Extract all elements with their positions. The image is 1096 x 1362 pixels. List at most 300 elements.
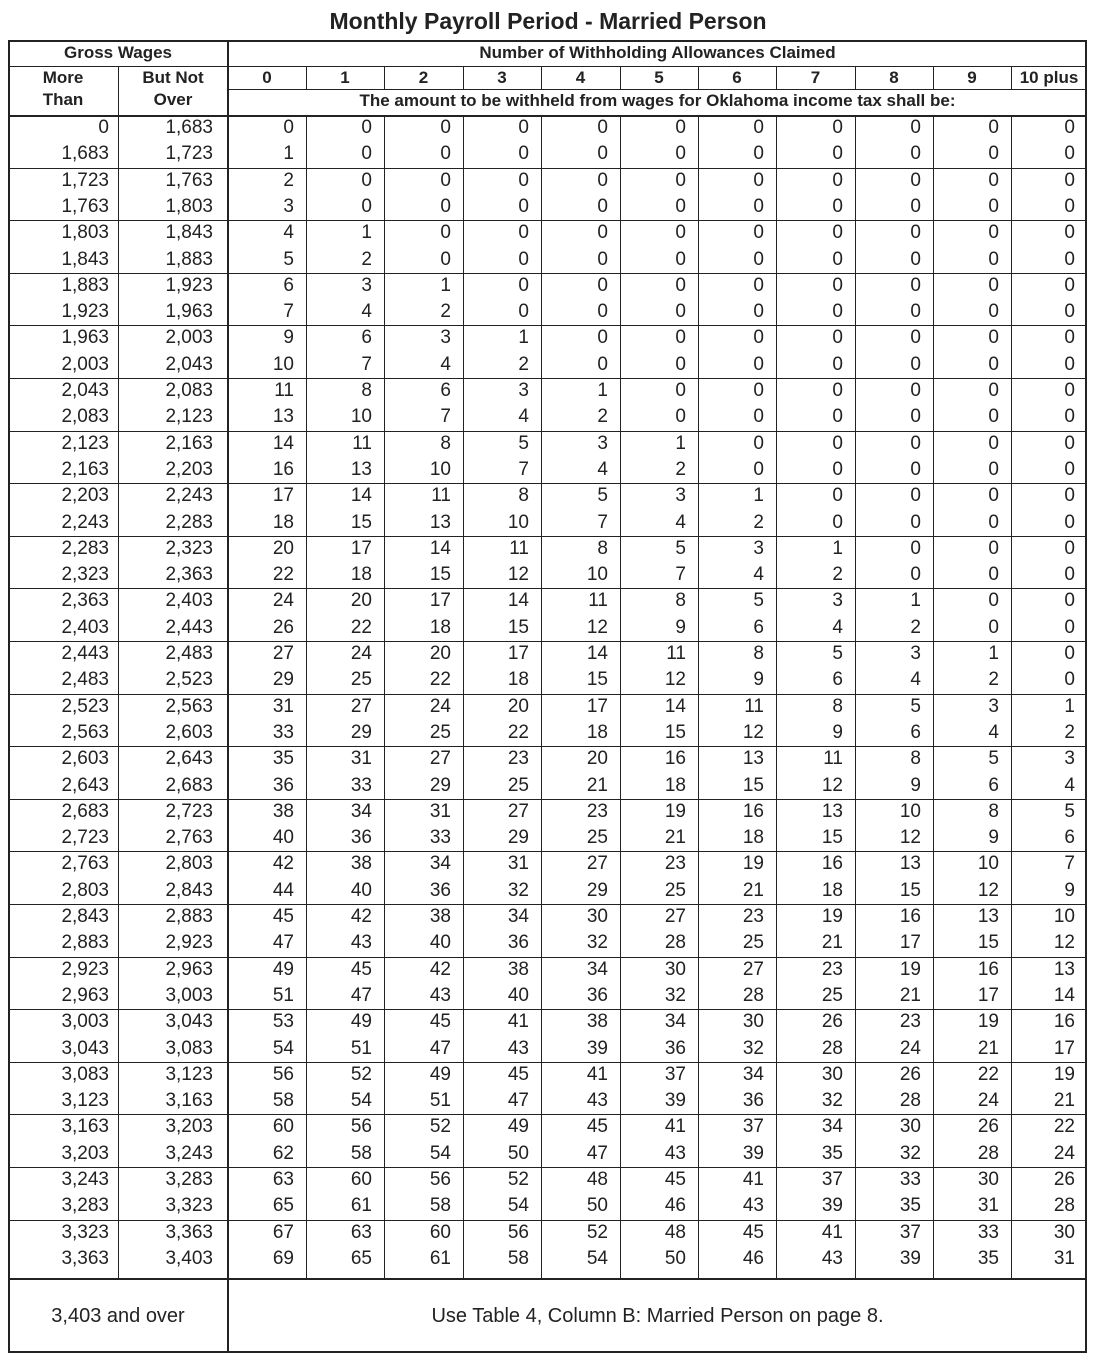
withholding-amount-cell: 46 xyxy=(664,1195,686,1216)
withholding-amount-cell: 0 xyxy=(518,196,529,217)
withholding-amount-cell: 0 xyxy=(1064,143,1075,164)
but-not-over-cell: 2,843 xyxy=(165,880,213,901)
withholding-amount-cell: 21 xyxy=(664,827,686,848)
withholding-amount-cell: 0 xyxy=(832,433,843,454)
withholding-amount-cell: 0 xyxy=(675,196,686,217)
withholding-amount-cell: 39 xyxy=(742,1143,764,1164)
withholding-amount-cell: 58 xyxy=(272,1090,294,1111)
withholding-amount-cell: 5 xyxy=(283,249,294,270)
withholding-amount-cell: 32 xyxy=(664,985,686,1006)
withholding-amount-cell: 45 xyxy=(350,959,372,980)
withholding-amount-cell: 38 xyxy=(272,801,294,822)
but-not-over-cell: 2,323 xyxy=(165,538,213,559)
withholding-amount-cell: 1 xyxy=(910,590,921,611)
withholding-amount-cell: 1 xyxy=(440,275,451,296)
withholding-amount-cell: 32 xyxy=(742,1038,764,1059)
withholding-amount-cell: 8 xyxy=(675,590,686,611)
withholding-amount-cell: 17 xyxy=(429,590,451,611)
withholding-amount-cell: 0 xyxy=(910,301,921,322)
but-not-over-cell: 2,283 xyxy=(165,512,213,533)
but-not-over-cell: 2,203 xyxy=(165,459,213,480)
more-than-cell: 2,243 xyxy=(61,512,109,533)
withholding-amount-cell: 33 xyxy=(272,722,294,743)
more-than-cell: 3,203 xyxy=(61,1143,109,1164)
withholding-amount-cell: 0 xyxy=(832,459,843,480)
withholding-amount-cell: 14 xyxy=(429,538,451,559)
withholding-amount-cell: 0 xyxy=(988,327,999,348)
withholding-amount-cell: 0 xyxy=(988,380,999,401)
withholding-amount-cell: 20 xyxy=(507,696,529,717)
more-than-cell: 2,483 xyxy=(61,669,109,690)
withholding-amount-cell: 23 xyxy=(507,748,529,769)
withholding-amount-cell: 0 xyxy=(1064,117,1075,138)
withholding-amount-cell: 18 xyxy=(664,775,686,796)
withholding-amount-cell: 69 xyxy=(272,1248,294,1269)
withholding-amount-cell: 47 xyxy=(429,1038,451,1059)
withholding-amount-cell: 62 xyxy=(272,1143,294,1164)
withholding-amount-cell: 19 xyxy=(821,906,843,927)
withholding-amount-cell: 43 xyxy=(507,1038,529,1059)
withholding-amount-cell: 19 xyxy=(664,801,686,822)
allowance-column-header: 3 xyxy=(497,68,507,87)
withholding-amount-cell: 35 xyxy=(899,1195,921,1216)
withholding-amount-cell: 11 xyxy=(509,538,529,559)
withholding-amount-cell: 42 xyxy=(429,959,451,980)
withholding-amount-cell: 0 xyxy=(988,590,999,611)
but-not-over-cell: 2,163 xyxy=(165,433,213,454)
withholding-amount-cell: 31 xyxy=(272,696,294,717)
withholding-amount-cell: 0 xyxy=(753,354,764,375)
withholding-amount-cell: 5 xyxy=(753,590,764,611)
withholding-amount-cell: 0 xyxy=(361,143,372,164)
but-not-over-cell: 1,723 xyxy=(165,143,213,164)
withholding-amount-cell: 25 xyxy=(507,775,529,796)
withholding-amount-cell: 9 xyxy=(832,722,843,743)
withholding-amount-cell: 13 xyxy=(977,906,999,927)
more-than-cell: 1,843 xyxy=(61,249,109,270)
withholding-amount-cell: 0 xyxy=(440,170,451,191)
allowance-column-header: 4 xyxy=(575,68,586,87)
withholding-amount-cell: 50 xyxy=(664,1248,686,1269)
withholding-amount-cell: 21 xyxy=(977,1038,999,1059)
withholding-amount-cell: 0 xyxy=(1064,196,1075,217)
withholding-amount-cell: 0 xyxy=(1064,249,1075,270)
withholding-amount-cell: 34 xyxy=(664,1011,686,1032)
withholding-amount-cell: 20 xyxy=(272,538,294,559)
withholding-amount-cell: 14 xyxy=(507,590,529,611)
withholding-amount-cell: 0 xyxy=(988,143,999,164)
withholding-amount-cell: 8 xyxy=(518,485,529,506)
withholding-amount-cell: 26 xyxy=(272,617,294,638)
withholding-amount-cell: 15 xyxy=(742,775,764,796)
withholding-amount-cell: 0 xyxy=(832,196,843,217)
withholding-amount-cell: 0 xyxy=(910,564,921,585)
withholding-amount-cell: 52 xyxy=(507,1169,529,1190)
withholding-amount-cell: 7 xyxy=(518,459,529,480)
withholding-amount-cell: 23 xyxy=(586,801,608,822)
withholding-amount-cell: 0 xyxy=(753,222,764,243)
withholding-amount-cell: 30 xyxy=(899,1116,921,1137)
withholding-amount-cell: 10 xyxy=(977,853,999,874)
withholding-amount-cell: 38 xyxy=(507,959,529,980)
withholding-amount-cell: 61 xyxy=(350,1195,372,1216)
withholding-amount-cell: 19 xyxy=(1053,1064,1075,1085)
withholding-amount-cell: 0 xyxy=(361,170,372,191)
withholding-amount-cell: 2 xyxy=(675,459,686,480)
more-than-cell: 2,043 xyxy=(61,380,109,401)
withholding-amount-cell: 27 xyxy=(272,643,294,664)
more-than-cell: 3,083 xyxy=(61,1064,109,1085)
withholding-amount-cell: 0 xyxy=(988,512,999,533)
withholding-amount-cell: 27 xyxy=(507,801,529,822)
withholding-amount-cell: 36 xyxy=(429,880,451,901)
withholding-amount-cell: 32 xyxy=(899,1143,921,1164)
but-not-over-cell: 2,923 xyxy=(165,932,213,953)
withholding-amount-cell: 28 xyxy=(742,985,764,1006)
withholding-amount-cell: 1 xyxy=(832,538,843,559)
withholding-amount-cell: 0 xyxy=(910,275,921,296)
withholding-amount-cell: 0 xyxy=(988,196,999,217)
allowances-header: Number of Withholding Allowances Claimed xyxy=(479,43,836,62)
withholding-amount-cell: 0 xyxy=(1064,433,1075,454)
but-not-over-cell: 2,963 xyxy=(165,959,213,980)
more-than-cell: 3,043 xyxy=(61,1038,109,1059)
withholding-amount-cell: 11 xyxy=(666,643,686,664)
withholding-amount-cell: 0 xyxy=(597,222,608,243)
withholding-amount-cell: 38 xyxy=(350,853,372,874)
withholding-amount-cell: 20 xyxy=(586,748,608,769)
withholding-amount-cell: 17 xyxy=(586,696,608,717)
withholding-amount-cell: 0 xyxy=(753,249,764,270)
withholding-amount-cell: 25 xyxy=(742,932,764,953)
withholding-amount-cell: 0 xyxy=(988,222,999,243)
but-not-over-cell: 3,203 xyxy=(165,1116,213,1137)
withholding-amount-cell: 6 xyxy=(440,380,451,401)
withholding-amount-cell: 4 xyxy=(1064,775,1075,796)
withholding-amount-cell: 0 xyxy=(988,170,999,191)
withholding-instruction: The amount to be withheld from wages for Oklahoma income tax shall be: xyxy=(359,91,956,110)
withholding-amount-cell: 13 xyxy=(1053,959,1075,980)
withholding-amount-cell: 0 xyxy=(597,354,608,375)
withholding-amount-cell: 0 xyxy=(988,538,999,559)
more-than-cell: 2,843 xyxy=(61,906,109,927)
withholding-amount-cell: 47 xyxy=(586,1143,608,1164)
withholding-amount-cell: 9 xyxy=(988,827,999,848)
but-not-over-cell: 1,843 xyxy=(165,222,213,243)
withholding-amount-cell: 4 xyxy=(283,222,294,243)
withholding-amount-cell: 3 xyxy=(361,275,372,296)
but-not-over-header: But Not xyxy=(142,68,204,87)
withholding-amount-cell: 22 xyxy=(977,1064,999,1085)
withholding-amount-cell: 5 xyxy=(518,433,529,454)
withholding-amount-cell: 0 xyxy=(832,249,843,270)
withholding-amount-cell: 15 xyxy=(664,722,686,743)
more-than-cell: 2,523 xyxy=(61,696,109,717)
withholding-amount-cell: 24 xyxy=(350,643,372,664)
withholding-amount-cell: 15 xyxy=(586,669,608,690)
withholding-amount-cell: 14 xyxy=(272,433,294,454)
withholding-amount-cell: 1 xyxy=(675,433,686,454)
withholding-amount-cell: 0 xyxy=(832,301,843,322)
withholding-amount-cell: 35 xyxy=(821,1143,843,1164)
footer-top-line xyxy=(8,1278,1087,1280)
withholding-amount-cell: 6 xyxy=(988,775,999,796)
withholding-amount-cell: 0 xyxy=(518,301,529,322)
withholding-amount-cell: 31 xyxy=(350,748,372,769)
withholding-amount-cell: 0 xyxy=(753,406,764,427)
withholding-amount-cell: 5 xyxy=(910,696,921,717)
withholding-amount-cell: 43 xyxy=(350,932,372,953)
withholding-amount-cell: 1 xyxy=(753,485,764,506)
withholding-amount-cell: 43 xyxy=(586,1090,608,1111)
withholding-amount-cell: 39 xyxy=(586,1038,608,1059)
more-than-cell: 2,123 xyxy=(61,433,109,454)
withholding-amount-cell: 47 xyxy=(507,1090,529,1111)
withholding-amount-cell: 30 xyxy=(664,959,686,980)
withholding-amount-cell: 19 xyxy=(977,1011,999,1032)
withholding-amount-cell: 0 xyxy=(518,275,529,296)
withholding-amount-cell: 5 xyxy=(988,748,999,769)
withholding-amount-cell: 12 xyxy=(899,827,921,848)
more-than-cell: 2,203 xyxy=(61,485,109,506)
withholding-amount-cell: 0 xyxy=(518,117,529,138)
withholding-amount-cell: 0 xyxy=(675,406,686,427)
allowance-column-header: 8 xyxy=(889,68,899,87)
but-not-over-cell: 2,083 xyxy=(165,380,213,401)
withholding-amount-cell: 19 xyxy=(899,959,921,980)
withholding-amount-cell: 30 xyxy=(1053,1222,1075,1243)
withholding-amount-cell: 15 xyxy=(977,932,999,953)
withholding-amount-cell: 18 xyxy=(429,617,451,638)
but-not-over-cell: 3,163 xyxy=(165,1090,213,1111)
withholding-amount-cell: 0 xyxy=(1064,512,1075,533)
withholding-amount-cell: 8 xyxy=(597,538,608,559)
withholding-amount-cell: 0 xyxy=(910,433,921,454)
withholding-amount-cell: 10 xyxy=(350,406,372,427)
more-than-cell: 2,803 xyxy=(61,880,109,901)
withholding-amount-cell: 16 xyxy=(742,801,764,822)
withholding-amount-cell: 21 xyxy=(899,985,921,1006)
withholding-amount-cell: 41 xyxy=(742,1169,764,1190)
withholding-amount-cell: 11 xyxy=(431,485,451,506)
withholding-amount-cell: 30 xyxy=(977,1169,999,1190)
but-not-over-cell: 2,883 xyxy=(165,906,213,927)
withholding-amount-cell: 43 xyxy=(664,1143,686,1164)
withholding-amount-cell: 4 xyxy=(675,512,686,533)
withholding-amount-cell: 49 xyxy=(350,1011,372,1032)
withholding-amount-cell: 28 xyxy=(664,932,686,953)
withholding-amount-cell: 56 xyxy=(272,1064,294,1085)
more-than-cell: 0 xyxy=(98,117,109,138)
withholding-amount-cell: 2 xyxy=(518,354,529,375)
withholding-amount-cell: 25 xyxy=(664,880,686,901)
withholding-amount-cell: 24 xyxy=(977,1090,999,1111)
withholding-amount-cell: 0 xyxy=(832,485,843,506)
withholding-amount-cell: 3 xyxy=(988,696,999,717)
withholding-amount-cell: 50 xyxy=(586,1195,608,1216)
withholding-amount-cell: 0 xyxy=(988,354,999,375)
withholding-amount-cell: 8 xyxy=(361,380,372,401)
withholding-amount-cell: 6 xyxy=(832,669,843,690)
but-not-over-cell: 2,443 xyxy=(165,617,213,638)
withholding-amount-cell: 34 xyxy=(429,853,451,874)
withholding-amount-cell: 65 xyxy=(272,1195,294,1216)
withholding-amount-cell: 60 xyxy=(350,1169,372,1190)
but-not-over-cell: 1,963 xyxy=(165,301,213,322)
withholding-amount-cell: 15 xyxy=(350,512,372,533)
withholding-amount-cell: 3 xyxy=(283,196,294,217)
withholding-amount-cell: 6 xyxy=(753,617,764,638)
withholding-amount-cell: 0 xyxy=(910,406,921,427)
withholding-amount-cell: 40 xyxy=(272,827,294,848)
table-title: Monthly Payroll Period - Married Person xyxy=(329,8,767,34)
withholding-amount-cell: 18 xyxy=(272,512,294,533)
withholding-amount-cell: 0 xyxy=(597,301,608,322)
more-than-cell: 2,683 xyxy=(61,801,109,822)
withholding-amount-cell: 18 xyxy=(586,722,608,743)
more-than-header: More xyxy=(42,68,84,87)
withholding-amount-cell: 0 xyxy=(832,275,843,296)
withholding-amount-cell: 54 xyxy=(586,1248,608,1269)
withholding-amount-cell: 41 xyxy=(507,1011,529,1032)
withholding-amount-cell: 24 xyxy=(429,696,451,717)
but-not-over-cell: 2,763 xyxy=(165,827,213,848)
withholding-amount-cell: 0 xyxy=(988,406,999,427)
withholding-amount-cell: 0 xyxy=(675,143,686,164)
withholding-amount-cell: 37 xyxy=(821,1169,843,1190)
more-than-cell: 2,563 xyxy=(61,722,109,743)
withholding-amount-cell: 0 xyxy=(597,196,608,217)
withholding-amount-cell: 0 xyxy=(675,354,686,375)
withholding-amount-cell: 4 xyxy=(361,301,372,322)
more-than-cell: 2,723 xyxy=(61,827,109,848)
withholding-amount-cell: 0 xyxy=(1064,380,1075,401)
withholding-amount-cell: 12 xyxy=(742,722,764,743)
withholding-amount-cell: 21 xyxy=(586,775,608,796)
allowance-column-header: 10 plus xyxy=(1019,68,1079,87)
withholding-amount-cell: 0 xyxy=(1064,327,1075,348)
withholding-amount-cell: 58 xyxy=(429,1195,451,1216)
more-than-cell: 2,883 xyxy=(61,932,109,953)
withholding-amount-cell: 52 xyxy=(586,1222,608,1243)
withholding-amount-cell: 29 xyxy=(350,722,372,743)
withholding-amount-cell: 54 xyxy=(507,1195,529,1216)
but-not-over-cell: 1,883 xyxy=(165,249,213,270)
withholding-amount-cell: 1 xyxy=(988,643,999,664)
withholding-amount-cell: 9 xyxy=(753,669,764,690)
withholding-amount-cell: 47 xyxy=(272,932,294,953)
withholding-amount-cell: 0 xyxy=(1064,459,1075,480)
withholding-amount-cell: 67 xyxy=(272,1222,294,1243)
withholding-amount-cell: 11 xyxy=(744,696,764,717)
more-than-cell: 2,763 xyxy=(61,853,109,874)
withholding-amount-cell: 12 xyxy=(507,564,529,585)
withholding-amount-cell: 48 xyxy=(586,1169,608,1190)
withholding-amount-cell: 56 xyxy=(507,1222,529,1243)
withholding-amount-cell: 31 xyxy=(1053,1248,1075,1269)
but-not-over-cell: 1,923 xyxy=(165,275,213,296)
withholding-amount-cell: 0 xyxy=(910,512,921,533)
withholding-amount-cell: 38 xyxy=(429,906,451,927)
withholding-amount-cell: 56 xyxy=(429,1169,451,1190)
withholding-amount-cell: 16 xyxy=(272,459,294,480)
withholding-amount-cell: 10 xyxy=(1053,906,1075,927)
withholding-amount-cell: 43 xyxy=(429,985,451,1006)
withholding-amount-cell: 0 xyxy=(1064,222,1075,243)
withholding-amount-cell: 18 xyxy=(821,880,843,901)
withholding-amount-cell: 17 xyxy=(899,932,921,953)
withholding-amount-cell: 43 xyxy=(742,1195,764,1216)
withholding-amount-cell: 0 xyxy=(910,538,921,559)
more-than-cell: 2,963 xyxy=(61,985,109,1006)
withholding-amount-cell: 7 xyxy=(597,512,608,533)
withholding-amount-cell: 7 xyxy=(1064,853,1075,874)
but-not-over-cell: 2,403 xyxy=(165,590,213,611)
withholding-amount-cell: 17 xyxy=(507,643,529,664)
withholding-amount-cell: 51 xyxy=(272,985,294,1006)
withholding-amount-cell: 2 xyxy=(910,617,921,638)
withholding-amount-cell: 11 xyxy=(588,590,608,611)
more-than-cell: 1,923 xyxy=(61,301,109,322)
withholding-amount-cell: 52 xyxy=(429,1116,451,1137)
but-not-over-header: Over xyxy=(153,90,193,109)
withholding-amount-cell: 60 xyxy=(429,1222,451,1243)
withholding-amount-cell: 24 xyxy=(899,1038,921,1059)
more-than-cell: 3,323 xyxy=(61,1222,109,1243)
withholding-amount-cell: 12 xyxy=(977,880,999,901)
withholding-amount-cell: 54 xyxy=(350,1090,372,1111)
but-not-over-cell: 3,003 xyxy=(165,985,213,1006)
withholding-amount-cell: 22 xyxy=(429,669,451,690)
withholding-amount-cell: 21 xyxy=(821,932,843,953)
withholding-amount-cell: 13 xyxy=(899,853,921,874)
withholding-amount-cell: 12 xyxy=(664,669,686,690)
withholding-amount-cell: 0 xyxy=(910,249,921,270)
withholding-amount-cell: 1 xyxy=(361,222,372,243)
allowance-column-header: 6 xyxy=(732,68,742,87)
withholding-amount-cell: 0 xyxy=(518,249,529,270)
withholding-amount-cell: 30 xyxy=(742,1011,764,1032)
withholding-amount-cell: 0 xyxy=(988,117,999,138)
withholding-amount-cell: 0 xyxy=(1064,170,1075,191)
withholding-amount-cell: 10 xyxy=(272,354,294,375)
withholding-amount-cell: 0 xyxy=(832,222,843,243)
withholding-amount-cell: 0 xyxy=(910,196,921,217)
withholding-amount-cell: 18 xyxy=(507,669,529,690)
more-than-cell: 2,403 xyxy=(61,617,109,638)
withholding-amount-cell: 26 xyxy=(977,1116,999,1137)
withholding-amount-cell: 26 xyxy=(899,1064,921,1085)
withholding-amount-cell: 0 xyxy=(597,170,608,191)
withholding-amount-cell: 2 xyxy=(440,301,451,322)
withholding-amount-cell: 44 xyxy=(272,880,294,901)
withholding-amount-cell: 31 xyxy=(507,853,529,874)
withholding-amount-cell: 6 xyxy=(361,327,372,348)
withholding-amount-cell: 29 xyxy=(429,775,451,796)
withholding-amount-cell: 14 xyxy=(350,485,372,506)
withholding-amount-cell: 10 xyxy=(507,512,529,533)
withholding-amount-cell: 0 xyxy=(910,380,921,401)
but-not-over-cell: 3,403 xyxy=(165,1248,213,1269)
withholding-amount-cell: 3 xyxy=(440,327,451,348)
withholding-amount-cell: 24 xyxy=(1053,1143,1075,1164)
withholding-amount-cell: 14 xyxy=(1053,985,1075,1006)
withholding-amount-cell: 63 xyxy=(272,1169,294,1190)
withholding-amount-cell: 42 xyxy=(272,853,294,874)
withholding-amount-cell: 12 xyxy=(586,617,608,638)
more-than-cell: 2,643 xyxy=(61,775,109,796)
withholding-amount-cell: 0 xyxy=(518,170,529,191)
